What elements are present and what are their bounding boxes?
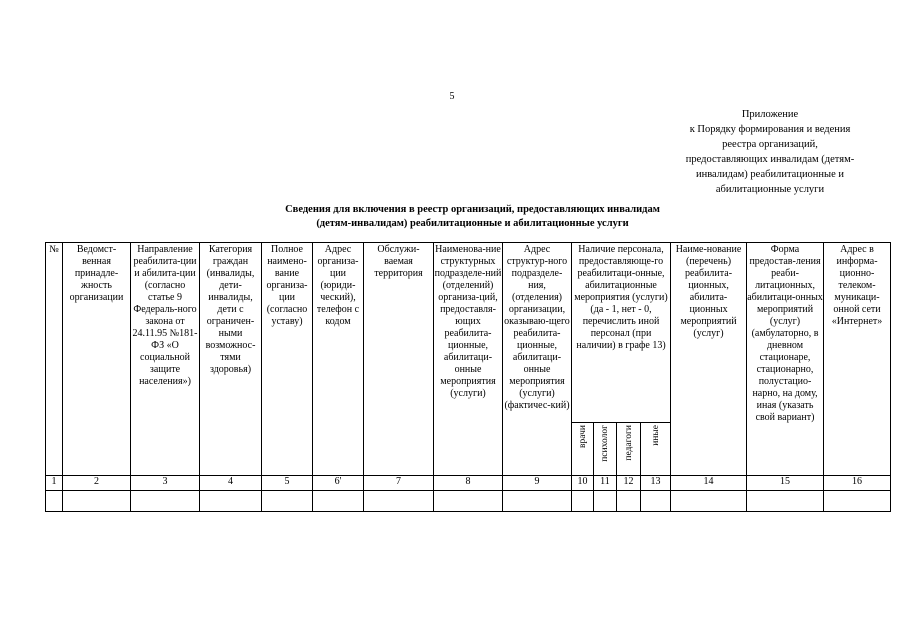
column-number: 2 — [63, 476, 131, 491]
document-title — [200, 203, 745, 231]
column-number: 9 — [503, 476, 572, 491]
empty-cell[interactable] — [131, 491, 200, 512]
registry-table — [45, 242, 891, 512]
title-line-2: (детям-инвалидам) реабилитационные и абилитационные услуги — [316, 218, 629, 229]
staff-sub-doctors: врачи — [572, 423, 594, 476]
empty-cell[interactable] — [594, 491, 617, 512]
header-cell-1: № — [46, 243, 63, 476]
appendix-note — [650, 107, 890, 197]
page-number: 5 — [449, 91, 455, 102]
empty-cell[interactable] — [46, 491, 63, 512]
header-cell-9: Адрес структур-ного подразделе-ния, (отделения) организации, оказываю-щего реабилита-ционные, абилитаци-онные мероприятия (услуги) (фактичес-кий) — [503, 243, 572, 476]
column-number: 16 — [824, 476, 891, 491]
empty-cell[interactable] — [434, 491, 503, 512]
empty-cell[interactable] — [63, 491, 131, 512]
header-cell-7: Обслужи-ваемая территория — [364, 243, 434, 476]
header-cell-4: Категория граждан (инвалиды, дети-инвалиды, дети с ограничен-ными возможнос-тями здоровья) — [200, 243, 262, 476]
empty-cell[interactable] — [364, 491, 434, 512]
column-number: 8 — [434, 476, 503, 491]
header-cell-3: Направление реабилита-ции и абилита-ции (согласно статье 9 Федераль-ного закона от 24.11.95 №181-ФЗ «О социальной защите населения») — [131, 243, 200, 476]
column-number: 14 — [671, 476, 747, 491]
column-number: 13 — [641, 476, 671, 491]
appendix-line: инвалидам) реабилитационные и — [695, 169, 845, 180]
header-cell-staff: Наличие персонала, предоставляюще-го реабилитаци-онные, абилитационные мероприятия (услуги) (да - 1, нет - 0, перечислить иной персонал (при наличии) в графе 13) — [572, 243, 671, 423]
empty-cell[interactable] — [617, 491, 641, 512]
empty-cell[interactable] — [200, 491, 262, 512]
appendix-line: Приложение — [741, 109, 799, 120]
empty-cell[interactable] — [671, 491, 747, 512]
appendix-line: к Порядку формирования и ведения — [689, 124, 851, 135]
header-cell-14: Наиме-нование (перечень) реабилита-ционных, абилита-ционных мероприятий (услуг) — [671, 243, 747, 476]
header-cell-2: Ведомст-венная принадле-жность организации — [63, 243, 131, 476]
column-number: 7 — [364, 476, 434, 491]
empty-cell[interactable] — [503, 491, 572, 512]
appendix-line: абилитационные услуги — [715, 184, 825, 195]
column-number-row — [46, 476, 891, 491]
column-number: 12 — [617, 476, 641, 491]
column-number: 1 — [46, 476, 63, 491]
column-number: 15 — [747, 476, 824, 491]
column-number: 11 — [594, 476, 617, 491]
empty-cell[interactable] — [824, 491, 891, 512]
empty-data-row — [46, 491, 891, 512]
empty-cell[interactable] — [262, 491, 313, 512]
empty-cell[interactable] — [641, 491, 671, 512]
column-number: 4 — [200, 476, 262, 491]
empty-cell[interactable] — [313, 491, 364, 512]
appendix-line: реестра организаций, — [722, 139, 818, 150]
header-cell-8: Наименова-ние структурных подразделе-ний (отделений) организа-ций, предоставля-ющих реабилита-ционные, абилитаци-онные мероприятия (услуги) — [434, 243, 503, 476]
column-number: 3 — [131, 476, 200, 491]
appendix-line: предоставляющих инвалидам (детям- — [685, 154, 855, 165]
column-number: 6' — [313, 476, 364, 491]
staff-sub-teachers: педагоги — [617, 423, 641, 476]
empty-cell[interactable] — [572, 491, 594, 512]
header-row — [46, 243, 891, 423]
staff-sub-other: иные — [641, 423, 671, 476]
staff-sub-psychologist: психолог — [594, 423, 617, 476]
header-cell-6: Адрес организа-ции (юриди-ческий), телефон с кодом — [313, 243, 364, 476]
header-cell-16: Адрес в информа-ционно-телеком-муникаци-онной сети «Интернет» — [824, 243, 891, 476]
empty-cell[interactable] — [747, 491, 824, 512]
header-cell-5: Полное наимено-вание организа-ции (согласно уставу) — [262, 243, 313, 476]
title-line-1: Сведения для включения в реестр организаций, предоставляющих инвалидам — [285, 204, 660, 215]
column-number: 10 — [572, 476, 594, 491]
column-number: 5 — [262, 476, 313, 491]
header-cell-15: Форма предостав-ления реаби-литационных, абилитаци-онных мероприятий (услуг) (амбулаторно, в дневном стационаре, стационарно, полустацио-нарно, на дому, иная (указать свой вариант) — [747, 243, 824, 476]
